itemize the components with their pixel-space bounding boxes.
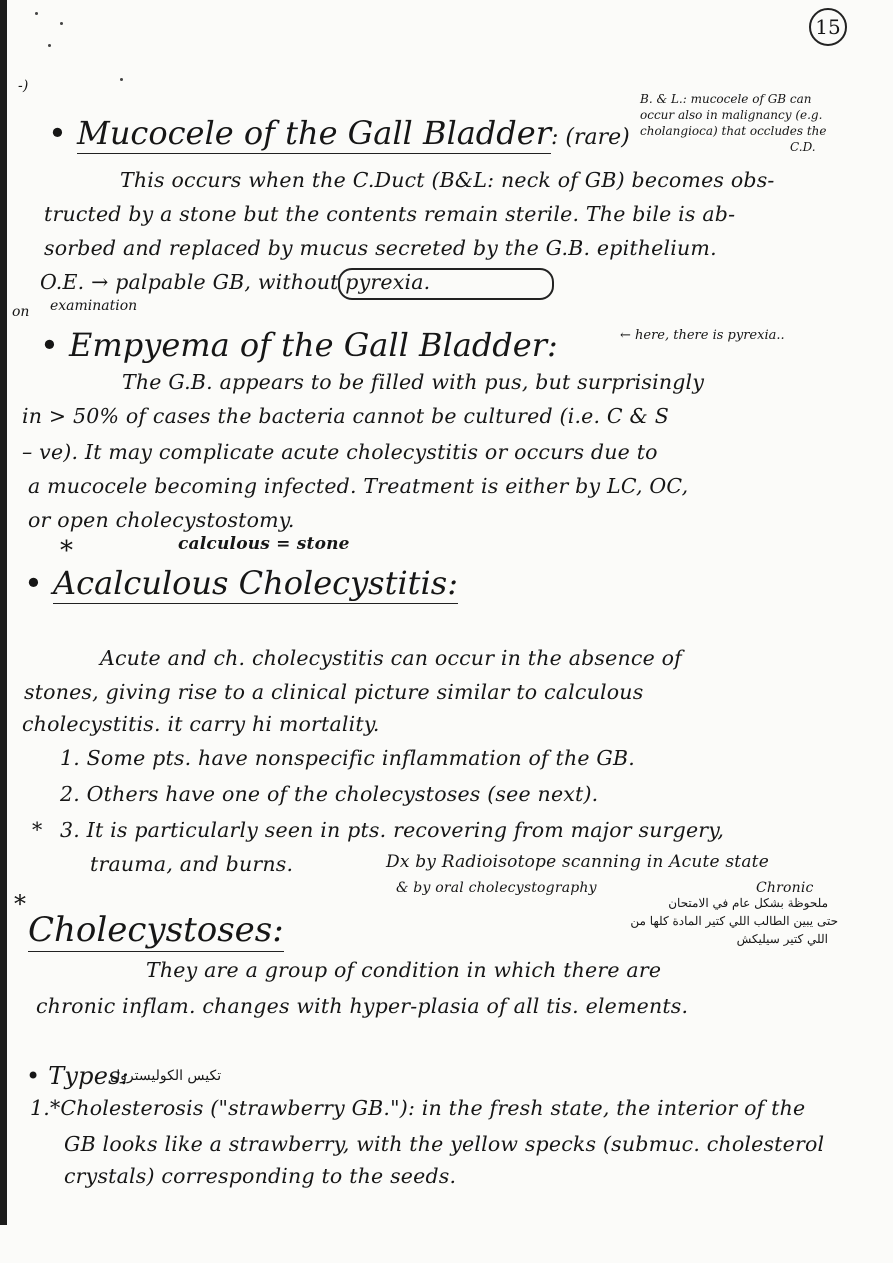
- scan-speck: [48, 44, 51, 47]
- heading-mucocele: [48, 114, 630, 152]
- text-line: The G.B. appears to be filled with pus, but surprisingly: [122, 370, 705, 394]
- oe-on-label: on: [12, 304, 30, 320]
- text-line: crystals) corresponding to the seeds.: [64, 1164, 457, 1188]
- dx-note: & by oral cholecystography: [396, 880, 597, 896]
- types-label: Types:: [48, 1062, 129, 1090]
- oe-text: O.E. → palpable GB, without pyrexia.: [40, 270, 431, 294]
- star-mark: *: [60, 536, 74, 566]
- heading-text: Cholecystoses:: [28, 910, 284, 950]
- side-note-line: C.D.: [790, 140, 816, 154]
- scan-speck: [120, 78, 123, 81]
- text-line: GB looks like a strawberry, with the yellow specks (submuc. cholesterol: [64, 1132, 825, 1156]
- text-line: stones, giving rise to a clinical picture similar to calculous: [24, 680, 644, 704]
- scan-left-edge: [0, 0, 7, 1225]
- heading-cholecystoses: [28, 910, 284, 950]
- side-note-pyrexia: ← here, there is pyrexia..: [620, 328, 785, 343]
- dx-chronic: Chronic: [756, 880, 814, 896]
- text-line: sorbed and replaced by mucus secreted by the G.B. epithelium.: [44, 236, 717, 260]
- list-item: 2. Others have one of the cholecystoses (see next).: [60, 782, 599, 806]
- emphasis-box: [338, 268, 554, 300]
- heading-note: : (rare): [550, 125, 630, 150]
- text-line: in > 50% of cases the bacteria cannot be cultured (i.e. C & S: [22, 404, 669, 428]
- page-number: 15: [809, 8, 847, 46]
- text-line: a mucocele becoming infected. Treatment is either by LC, OC,: [28, 474, 689, 498]
- star-mark: *: [14, 890, 27, 918]
- types-arabic: تكيس الكوليسترول: [110, 1068, 222, 1084]
- text-line: Acute and ch. cholecystitis can occur in the absence of: [100, 646, 682, 670]
- text-line: They are a group of condition in which there are: [146, 958, 662, 982]
- scan-speck: [35, 12, 38, 15]
- text-line: This occurs when the C.Duct (B&L: neck of GB) becomes obs-: [120, 168, 775, 192]
- calculous-note: calculous = stone: [178, 534, 350, 554]
- side-note-line: cholangioca) that occludes the: [640, 124, 827, 138]
- heading-empyema: [40, 326, 558, 364]
- text-line: – ve). It may complicate acute cholecystitis or occurs due to: [22, 440, 658, 464]
- text-line: or open cholecystostomy.: [28, 508, 295, 532]
- heading-acalculous: [24, 564, 458, 602]
- dx-note: Dx by Radioisotope scanning in Acute state: [386, 852, 769, 872]
- arabic-note: اللي كتير سيليكش: [736, 932, 828, 946]
- text-line: tructed by a stone but the contents remain sterile. The bile is ab-: [44, 202, 736, 226]
- arabic-note: حتى يبين الطالب اللي كتير المادة كلها من: [630, 914, 838, 928]
- side-note-line: B. & L.: mucocele of GB can: [640, 92, 812, 106]
- list-item-text: trauma, and burns.: [90, 852, 294, 876]
- margin-mark: -): [18, 78, 29, 94]
- scan-speck: [60, 22, 63, 25]
- bullet-icon: •: [26, 1062, 41, 1090]
- list-item-cont: [90, 852, 293, 876]
- arabic-note: ملحوظة بشكل عام في الامتحان: [668, 896, 828, 910]
- star-mark: *: [32, 818, 43, 842]
- oe-examination-label: examination: [50, 298, 138, 314]
- heading-text: Acalculous Cholecystitis:: [53, 564, 458, 602]
- text-line: 1.*Cholesterosis ("strawberry GB."): in the fresh state, the interior of the: [30, 1096, 806, 1120]
- list-item: 1. Some pts. have nonspecific inflammation of the GB.: [60, 746, 635, 770]
- text-line: cholecystitis. it carry hi mortality.: [22, 712, 380, 736]
- bullet-icon: •: [48, 114, 67, 152]
- side-note-line: occur also in malignancy (e.g.: [640, 108, 823, 122]
- bullet-icon: •: [24, 564, 43, 602]
- list-item: 3. It is particularly seen in pts. recovering from major surgery,: [60, 818, 725, 842]
- heading-text: Mucocele of the Gall Bladder: [77, 114, 551, 152]
- bullet-icon: •: [40, 326, 59, 364]
- heading-text: Empyema of the Gall Bladder:: [69, 326, 558, 364]
- text-line: chronic inflam. changes with hyper-plasia of all tis. elements.: [36, 994, 689, 1018]
